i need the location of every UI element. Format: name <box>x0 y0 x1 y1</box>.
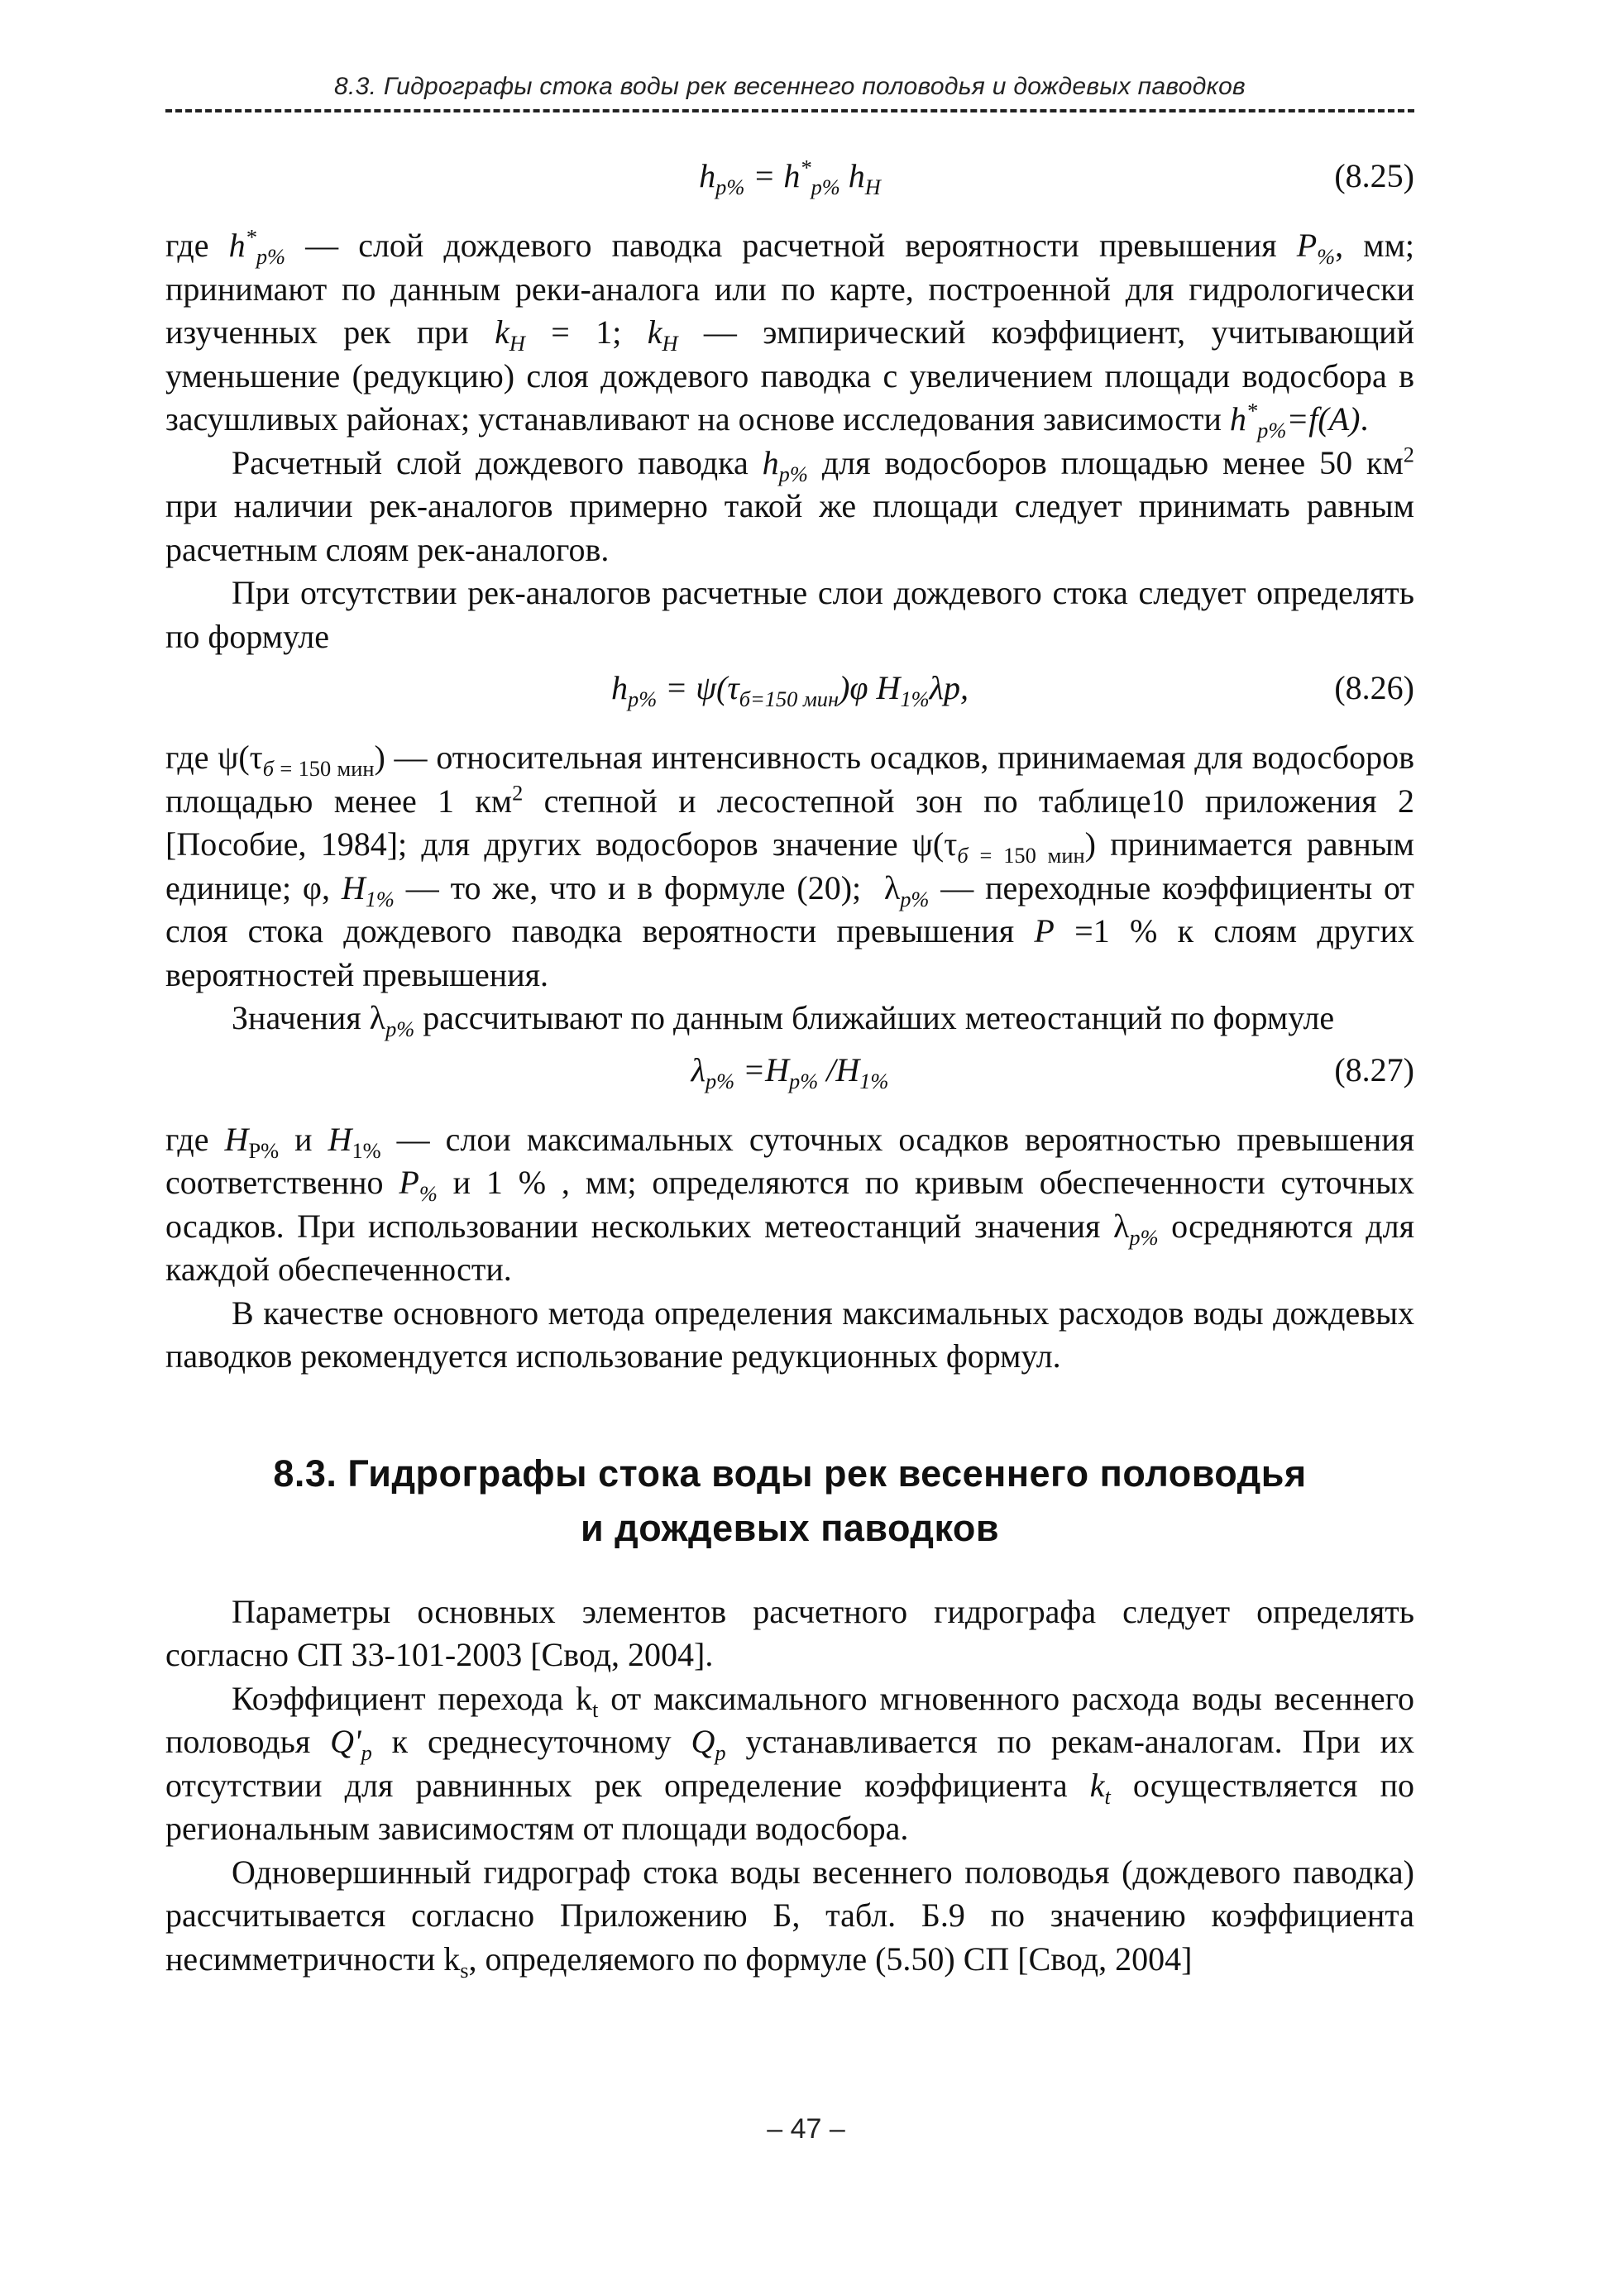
section-title-line-2: и дождевых паводков <box>580 1506 1000 1549</box>
paragraph-8-26-explanation: где $\psi(\tau_{б = 150 мин})$ — относительная интенсивность осадков, принимаемая для водосборов площадью менее 1 $км^2$ степной и лесостепной зон по таблице10 приложения 2 [Пособие, 1984]; для других водосборов значение $\psi(\tau_{б = 150 мин})$ принимается равным единице; φ, $H_{1\%}$ — то же, что и в формуле (20); $\lambda_{p\%}$ — переходные коэффициенты от слоя стока дождевого паводка вероятности превышения P =1 % к слоям других вероятностей превышения. <box>165 739 1414 993</box>
formula-8-27-expression: $\lambda_{p\%} =H_{p\%}$ $/H_{1\%}$ <box>691 1050 889 1093</box>
formula-8-27-number: (8.27) <box>1334 1050 1414 1088</box>
formula-8-25-number: (8.25) <box>1334 157 1414 194</box>
formula-8-27 <box>165 1049 1414 1100</box>
paragraph-transition-coefficient: Коэффициент перехода $k_t$ от максимального мгновенного расхода воды весеннего половодья $Q'_p$ к среднесуточному $Q_p$ устанавливается по рекам-аналогам. При их отсутствии для равнинных рек определение коэффициента $k_t$ осуществляется по региональным зависимостям от площади водосбора. <box>165 1679 1415 1847</box>
page-number: – 47 – <box>767 2113 845 2145</box>
paragraph-design-layer: Расчетный слой дождевого паводка $h_{p\%}$ для водосборов площадью менее 50 $км^2$ при наличии рек-аналогов примерно такой же площади следует принимать равным расчетным слоям рек-аналогов. <box>165 442 1414 568</box>
running-header: 8.3. Гидрографы стока воды рек весеннего половодья и дождевых паводков <box>333 73 1246 100</box>
paragraph-absence-of-analogs: При отсутствии рек-аналогов расчетные слои дождевого стока следует определять по формуле <box>165 574 1414 655</box>
paragraph-lambda: Значения $\lambda_{p\%}$ рассчитывают по данным ближайших метеостанций по формуле <box>232 999 1335 1041</box>
paragraph-8-27-explanation: где $H_{P\%}$ и $H_{1\%}$ — слои максимальных суточных осадков вероятностью превышения соответственно $P_{\%}$ и 1 % , мм; определяются по кривым обеспеченности суточных осадков. При использовании нескольких метеостанций значения $\lambda_{p\%}$ осредняются для каждой обеспеченности. <box>165 1120 1415 1288</box>
paragraph-reduction-formulas: В качестве основного метода определения максимальных расходов воды дождевых паводков рекомендуется использование редукционных формул. <box>165 1294 1414 1375</box>
formula-8-26-expression: $h_{p\%} = \psi(\tau_{б=150 мин})\varphi$ $H_{1\%}\lambda p$, <box>611 669 969 711</box>
header-dashed-rule <box>165 109 1414 112</box>
formula-8-26-number: (8.26) <box>1334 669 1414 706</box>
paragraph-8-25-explanation: где $h^*_{p\%}$ — слой дождевого паводка расчетной вероятности превышения $P_{\%}$, мм; принимают по данным реки-аналога или по карте, построенной для гидрологически изученных рек при $k_H = 1$; $k_H$ — эмпирический коэффициент, учитывающий уменьшение (редукцию) слоя дождевого паводка с увеличением площади водосбора в засушливых районах; устанавливают на основе исследования зависимости $h^*_{p\%}=f(A)$. <box>165 224 1414 442</box>
paragraph-parameters: Параметры основных элементов расчетного гидрографа следует определять согласно СП 33-101-2003 [Свод, 2004]. <box>165 1592 1414 1673</box>
section-title-line-1: 8.3. Гидрографы стока воды рек весеннего половодья <box>273 1452 1307 1495</box>
section-title <box>165 1447 1414 1556</box>
paragraph-single-peak-hydrograph: Одновершинный гидрограф стока воды весеннего половодья (дождевого паводка) рассчитывается согласно Приложению Б, табл. Б.9 по значению коэффициента несимметричности $k_s$, определяемого по формуле (5.50) СП [Свод, 2004] <box>165 1853 1414 1983</box>
formula-8-25 <box>165 155 1414 206</box>
formula-8-26 <box>165 667 1414 718</box>
body-text <box>165 153 1414 1981</box>
formula-8-25-expression: $h_{p\%} = h^*_{p\%}$ $h_H$ <box>699 155 881 199</box>
